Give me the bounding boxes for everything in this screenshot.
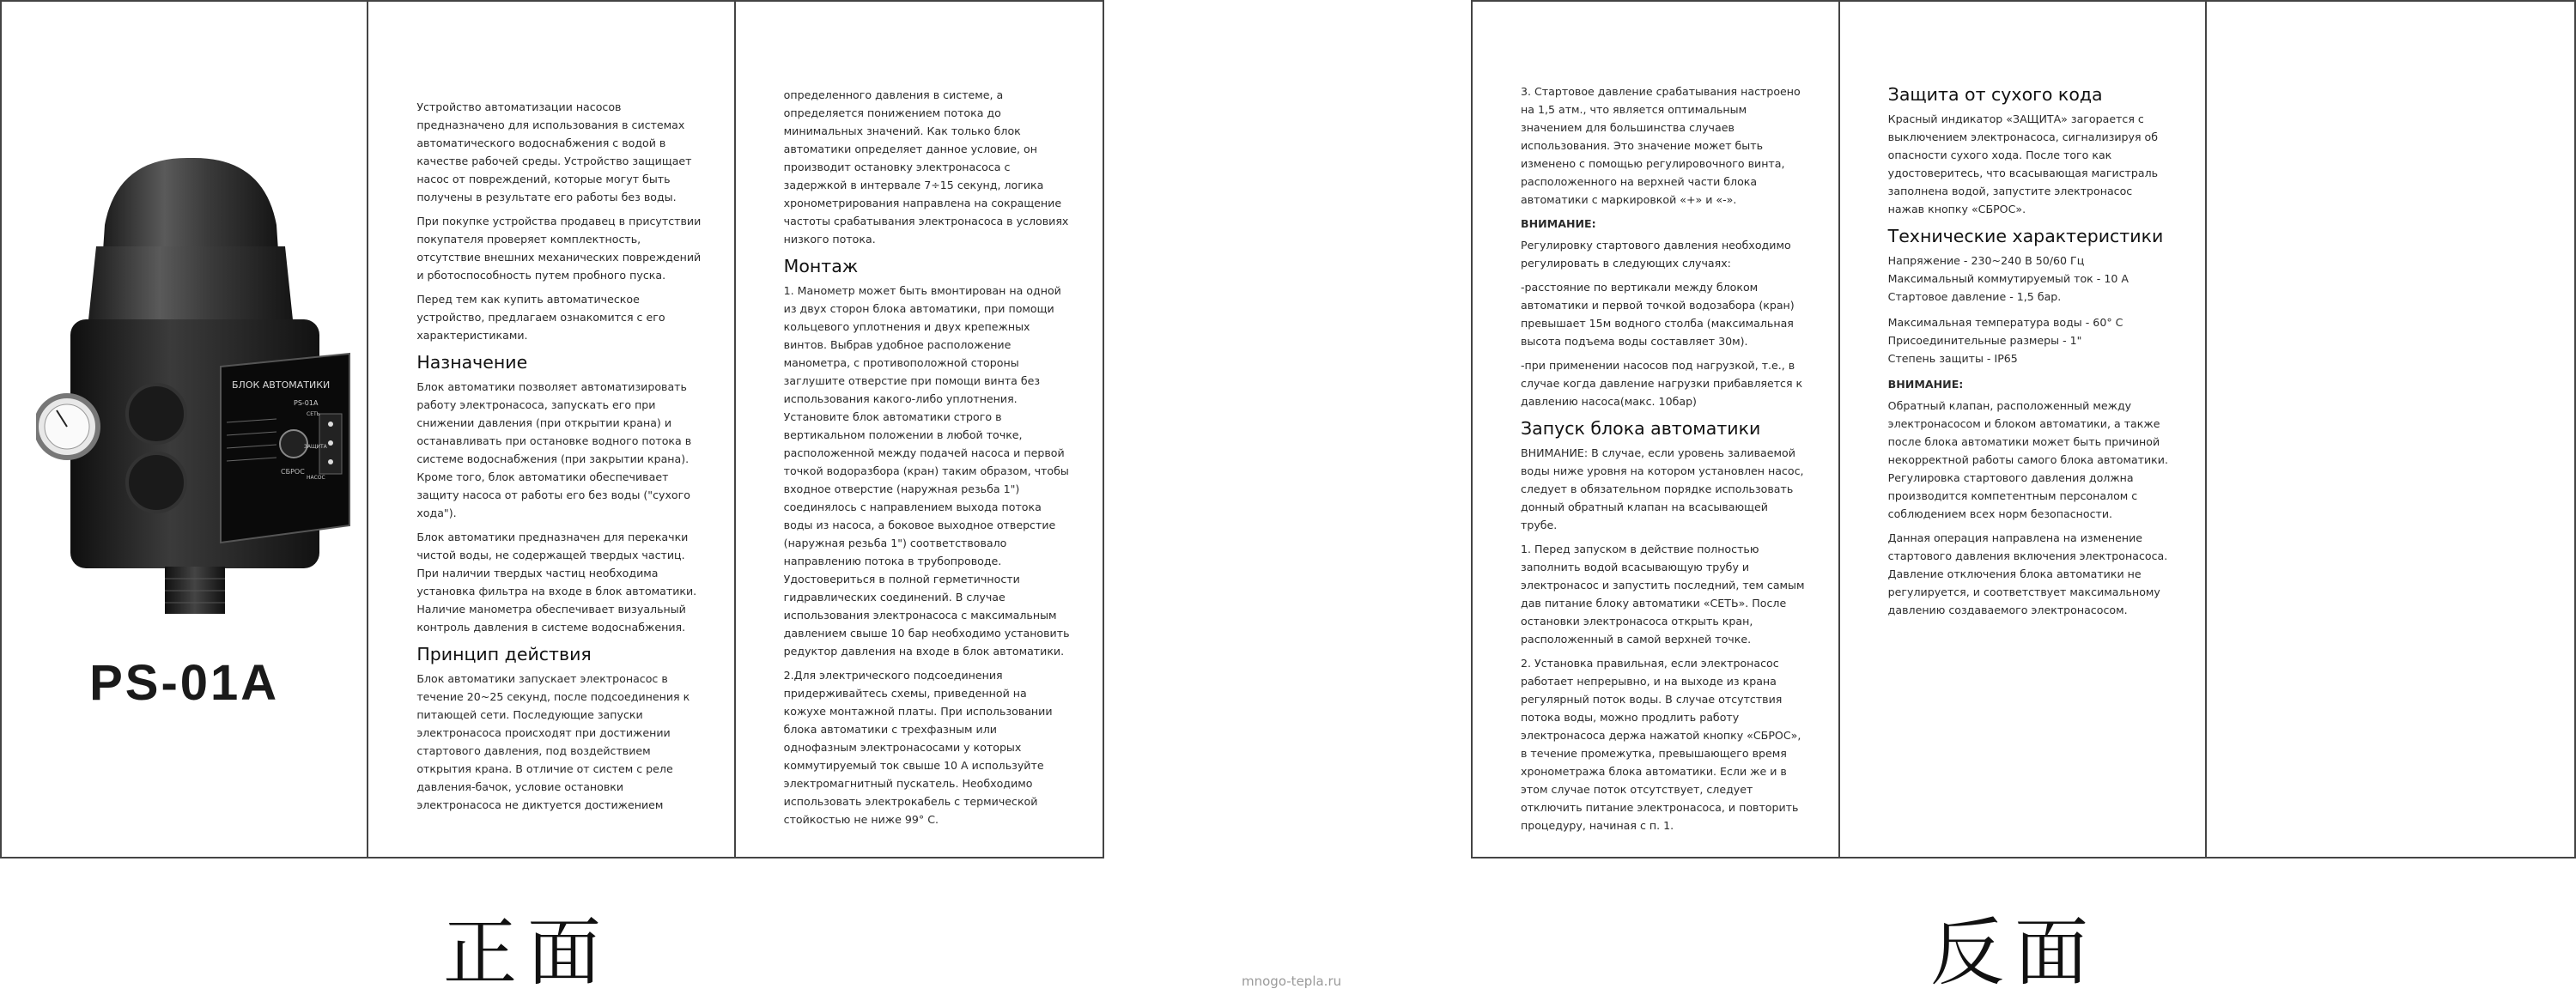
front-sheet xyxy=(0,0,1104,858)
indicator-label-2: ЗАЩИТА xyxy=(304,444,327,450)
heading-principle: Принцип действия xyxy=(416,644,592,664)
launch-paragraph-3: 2. Установка правильная, если электронасос работает непрерывно, и на выходе из крана регулярный поток воды. В случае отсутствия потока воды, можно продлить работу электронасоса держа нажатой кнопку «СБРОС», в течение промежутка, превышающего время хронометража блока автоматики. Если же и в этом случае поток отсутствует, следует отключить питание электронасоса, и повторить процедуру, начиная с п. 1. xyxy=(1521,657,1801,832)
front-panel-col1 xyxy=(368,2,735,857)
principle-continued: определенного давления в системе, а определяется понижением потока до минимальных значений. Как только блок автоматики определяет данное условие, он производит остановку электронасоса с задержкой в интервале 7÷15 секунд, логика хронометрирования направлена на сокращение частоты срабатывания электронасоса в условиях низкого потока. xyxy=(783,88,1069,246)
dry-run-paragraph: Красный индикатор «ЗАЩИТА» загорается с выключением электронасоса, сигнализируя об опасности сухого хода. После того как удостоверитесь, что всасывающая магистраль заполнена водой, запустите электронасос нажав кнопку «СБРОС». xyxy=(1887,112,2159,215)
adjust-paragraph-3: -при применении насосов под нагрузкой, т.е., в случае когда давление нагрузки прибавляется к давлению насоса(макс. 10бар) xyxy=(1521,359,1803,408)
pressure-controller-image xyxy=(36,156,354,620)
spec-start-pressure: Стартовое давление - 1,5 бар. xyxy=(1887,290,2062,303)
intro-paragraph-3: Перед тем как купить автоматическое устройство, предлагаем ознакомится с его характеристиками. xyxy=(416,293,665,342)
back-panel-col4 xyxy=(1473,2,1840,857)
mount-paragraph-1: 1. Манометр может быть вмонтирован на одной из двух сторон блока автоматики, при помощи кольцевого уплотнения и двух крепежных винтов. Выбрав удобное расположение манометра, с противоположной стороны заглушите отверстие при помощи винта без использования какого-либо уплотнения. Установите блок автоматики строго в вертикальном положении в любой точке, расположенной между подачей насоса и первой точкой водоразбора (кран) таким образом, чтобы входное отверстие (наружная резьба 1") соединялось с направлением выхода потока воды из насоса, а боковое выходное отверстие (наружная резьба 1") соответствовало направлению потока в трубопроводе. Удостовериться в полной герметичности гидравлических соединений. В случае использования электронасоса с максимальным давлением свыше 10 бар необходимо установить редуктор давления на входе в блок автоматики. xyxy=(783,284,1070,658)
front-panel-col2 xyxy=(736,2,1103,857)
spec-voltage: Напряжение - 230~240 В 50/60 Гц xyxy=(1887,254,2085,267)
warning-label-2: ВНИМАНИЕ: xyxy=(1887,378,1964,391)
spec-protection: Степень защиты - IP65 xyxy=(1887,352,2018,365)
notes-paragraph-1: Обратный клапан, расположенный между электронасосом и блоком автоматики, а также после блока автоматики может быть причиной некорректной работы самого блока автоматики. Регулировка стартового давления должна производится компетентным персоналом с соблюдением всех норм безопасности. xyxy=(1887,399,2168,520)
principle-paragraph-1: Блок автоматики запускает электронасос в течение 20~25 секунд, после подсоединения к питающей сети. Последующие запуски электронасоса происходят при достижении стартового давления, под воздействием открытия крана. В отличие от систем с реле давления-бачок, условие остановки электронасоса не диктуется достижением xyxy=(416,672,690,811)
intro-paragraph-2: При покупке устройства продавец в присутствии покупателя проверяет комплектность, отсутствие внешних механических повреждений и рботоспособность путем пробного пуска. xyxy=(416,215,702,282)
front-panel-cover xyxy=(2,2,368,857)
purpose-paragraph-2: Блок автоматики предназначен для перекачки чистой воды, не содержащей твердых частиц. При наличии твердых частиц необходима установка фильтра на входе в блок автоматики. Наличие манометра обеспечивает визуальный контроль давления в системе водоснабжения. xyxy=(416,531,697,634)
purpose-paragraph-1: Блок автоматики позволяет автоматизировать работу электронасоса, запускать его при снижении давления (при открытии крана) и останавливать при остановке водного потока в системе водоснабжения (при закрытии крана). Кроме того, блок автоматики обеспечивает защиту насоса от работы его без воды ("сухого хода"). xyxy=(416,380,692,519)
back-panel-col5 xyxy=(1840,2,2208,857)
adjust-paragraph-1: Регулировку стартового давления необходимо регулировать в следующих случаях: xyxy=(1521,239,1791,270)
mount-paragraph-2: 2.Для электрического подсоединения придерживайтесь схемы, приведенной на кожухе монтажной платы. При использовании блока автоматики с трехфазным или однофазным электронасосами у которых коммутируемый ток свыше 10 А используйте электромагнитный пускатель. Необходимо использовать электрокабель с термической стойкостью не ниже 99° С. xyxy=(783,669,1053,826)
spec-connection: Присоединительные размеры - 1" xyxy=(1887,334,2082,347)
warning-label-1: ВНИМАНИЕ: xyxy=(1521,217,1596,230)
indicator-label-3: НАСОС xyxy=(307,475,325,481)
device-model-text: PS-01A xyxy=(294,399,319,407)
back-sheet xyxy=(1471,0,2576,858)
launch-paragraph-2: 1. Перед запуском в действие полностью заполнить водой всасывающую трубу и электронасос и запустить последний, тем самым дав питание блоку автоматики «СЕТЬ». После остановки электронасоса открыть кран, расположенный в самой верхней точке. xyxy=(1521,543,1805,646)
indicator-label-1: СЕТЬ xyxy=(307,411,320,417)
heading-mount: Монтаж xyxy=(783,256,859,276)
heading-specs: Технические характеристики xyxy=(1887,226,2164,246)
reset-label-text: СБРОС xyxy=(281,468,305,476)
adjust-paragraph-2: -расстояние по вертикали между блоком автоматики и первой точкой водозабора (кран) превышает 15м водного столба (максимальная высота подъема воды составляет 30м). xyxy=(1521,281,1795,348)
start-pressure-paragraph: 3. Стартовое давление срабатывания настроено на 1,5 атм., что является оптимальным значением для большинства случаев использования. Это значение может быть изменено с помощью регулировочного винта, расположенного на верхней части блока автоматики с маркировкой «+» и «-». xyxy=(1521,85,1801,206)
launch-paragraph-1: ВНИМАНИЕ: В случае, если уровень заливаемой воды ниже уровня на котором установлен насос, следует в обязательном порядке использовать донный обратный клапан на всасывающей трубе. xyxy=(1521,446,1804,531)
watermark-text: mnogo-tepla.ru xyxy=(1242,974,1342,989)
caption-front: 正面 xyxy=(443,910,611,996)
model-title: PS-01A xyxy=(89,655,280,711)
heading-dry-run: Защита от сухого кода xyxy=(1887,84,2103,105)
back-panel-blank xyxy=(2207,2,2574,857)
notes-paragraph-2: Данная операция направлена на изменение стартового давления включения электронасоса. Давление отключения блока автоматики не регулируется, и соответствует максимальному давлению создаваемого электронасосом. xyxy=(1887,531,2168,616)
spec-temperature: Максимальная температура воды - 60° С xyxy=(1887,316,2123,329)
caption-back: 反面 xyxy=(1930,910,2099,996)
spec-current: Максимальный коммутируемый ток - 10 А xyxy=(1887,272,2129,285)
heading-launch: Запуск блока автоматики xyxy=(1521,418,1761,439)
heading-purpose: Назначение xyxy=(416,352,528,373)
intro-paragraph-1: Устройство автоматизации насосов предназначено для использования в системах автоматического водоснабжения с водой в качестве рабочей среды. Устройство защищает насос от повреждений, которые могут быть получены в результате его работы без воды. xyxy=(416,100,692,203)
device-label-text: БЛОК АВТОМАТИКИ xyxy=(232,379,331,391)
